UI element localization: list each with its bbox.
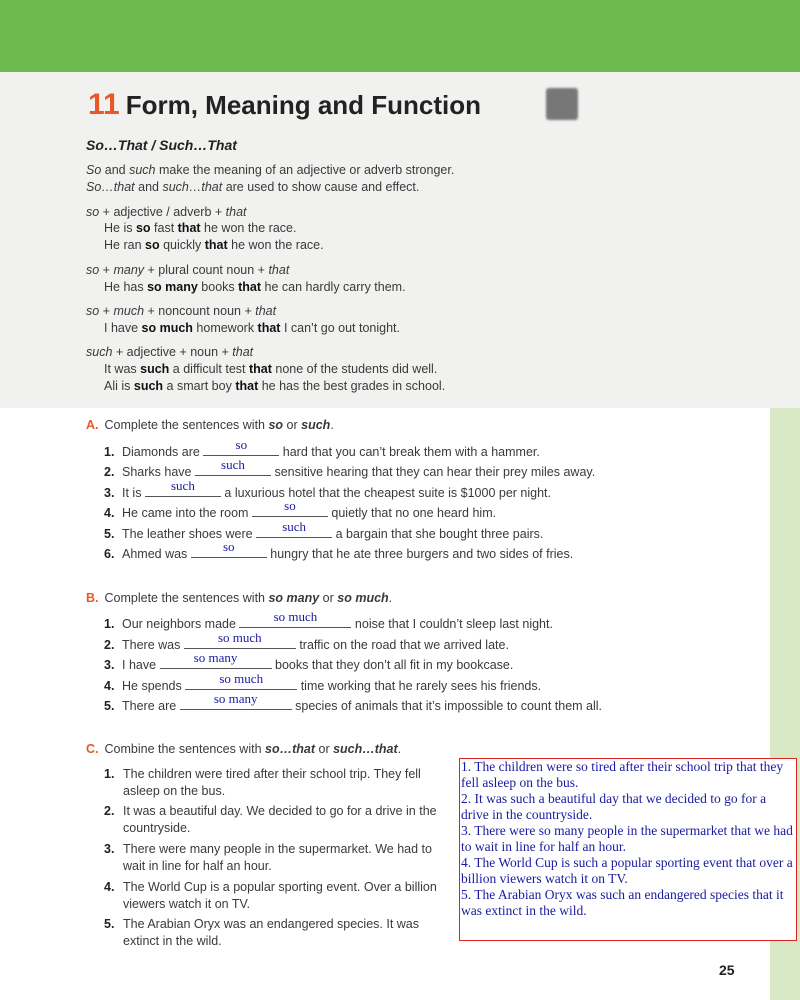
answer-blank[interactable]: such [195, 463, 271, 476]
section-b-item: 3. I have so many books that they don’t all fit in my bookcase. [104, 650, 514, 672]
unit-title: Form, Meaning and Function [125, 90, 482, 120]
intro-line-1: So and such make the meaning of an adjective or adverb stronger. [86, 163, 455, 177]
rule-4-formula: such + adjective + noun + that [86, 345, 254, 359]
answer-blank[interactable]: so much [239, 615, 351, 628]
rule-2-example-1: He has so many books that he can hardly carry them. [104, 280, 406, 294]
section-a-item: 3. It is such a luxurious hotel that the cheapest suite is $1000 per night. [104, 478, 551, 500]
section-b-item: 5. There are so many species of animals that it’s impossible to count them all. [104, 691, 603, 713]
rule-3-formula: so + much + noncount noun + that [86, 304, 277, 318]
section-a-instructions: A. Complete the sentences with so or such. [86, 418, 334, 432]
section-a-item: 1. Diamonds are so hard that you can’t break them with a hammer. [104, 437, 540, 459]
answer-blank[interactable]: so many [160, 656, 272, 669]
rule-3-example-1: I have so much homework that I can’t go out tonight. [104, 321, 400, 335]
answer-blank[interactable]: such [256, 525, 332, 538]
rule-1-example-1: He is so fast that he won the race. [104, 221, 297, 235]
grammar-subtitle: So…That / Such…That [86, 137, 237, 153]
answer-text-box[interactable] [459, 758, 797, 941]
answer-blank[interactable]: so many [180, 697, 292, 710]
answer-line: 1. The children were so tired after their school trip that they fell asleep on the bus. [461, 759, 784, 790]
answer-blank[interactable]: so [191, 545, 267, 558]
audio-icon[interactable] [546, 88, 578, 120]
answer-line: 5. The Arabian Oryx was such an endangered species that it was extinct in the wild. [461, 887, 784, 918]
section-a-item: 5. The leather shoes were such a bargain that she bought three pairs. [104, 519, 544, 541]
rule-1-formula: so + adjective / adverb + that [86, 205, 247, 219]
section-c-item: 2. It was a beautiful day. We decided to go for a drive in the countryside. [104, 804, 437, 835]
rule-1-example-2: He ran so quickly that he won the race. [104, 238, 324, 252]
rule-4-example-1: It was such a difficult test that none of the students did well. [104, 362, 438, 376]
unit-number: 11 [88, 88, 120, 121]
answer-blank[interactable]: so much [184, 636, 296, 649]
section-b-item: 1. Our neighbors made so much noise that I couldn’t sleep last night. [104, 609, 553, 631]
answer-line: 3. There were so many people in the supermarket that we had to wait in line for half an hour. [461, 823, 793, 854]
section-c-instructions: C. Combine the sentences with so…that or such…that. [86, 742, 402, 756]
rule-2-formula: so + many + plural count noun + that [86, 263, 290, 277]
section-c-item: 4. The World Cup is a popular sporting event. Over a billion viewers watch it on TV. [104, 880, 437, 911]
page-title [88, 88, 481, 122]
section-b-item: 4. He spends so much time working that he rarely sees his friends. [104, 671, 542, 693]
section-c-item: 5. The Arabian Oryx was an endangered species. It was extinct in the wild. [104, 917, 419, 948]
answer-blank[interactable]: so [252, 504, 328, 517]
rule-4-example-2: Ali is such a smart boy that he has the best grades in school. [104, 379, 446, 393]
section-c-item: 1. The children were tired after their school trip. They fell asleep on the bus. [104, 767, 421, 798]
section-a-item: 4. He came into the room so quietly that no one heard him. [104, 498, 497, 520]
section-b-instructions: B. Complete the sentences with so many or so much. [86, 591, 393, 605]
intro-line-2: So…that and such…that are used to show cause and effect. [86, 180, 420, 194]
section-c-item: 3. There were many people in the supermarket. We had to wait in line for half an hour. [104, 842, 432, 873]
answer-blank[interactable]: so [203, 443, 279, 456]
section-b-item: 2. There was so much traffic on the road that we arrived late. [104, 630, 509, 652]
header-bar [0, 0, 800, 72]
answer-blank[interactable]: such [145, 484, 221, 497]
answer-line: 2. It was such a beautiful day that we decided to go for a drive in the countryside. [461, 791, 767, 822]
section-a-item: 2. Sharks have such sensitive hearing that they can hear their prey miles away. [104, 457, 596, 479]
answer-line: 4. The World Cup is such a popular sporting event that over a billion viewers watch it on TV. [461, 855, 793, 886]
section-a-item: 6. Ahmed was so hungry that he ate three burgers and two sides of fries. [104, 539, 574, 561]
page-number: 25 [719, 962, 735, 978]
answer-blank[interactable]: so much [185, 677, 297, 690]
